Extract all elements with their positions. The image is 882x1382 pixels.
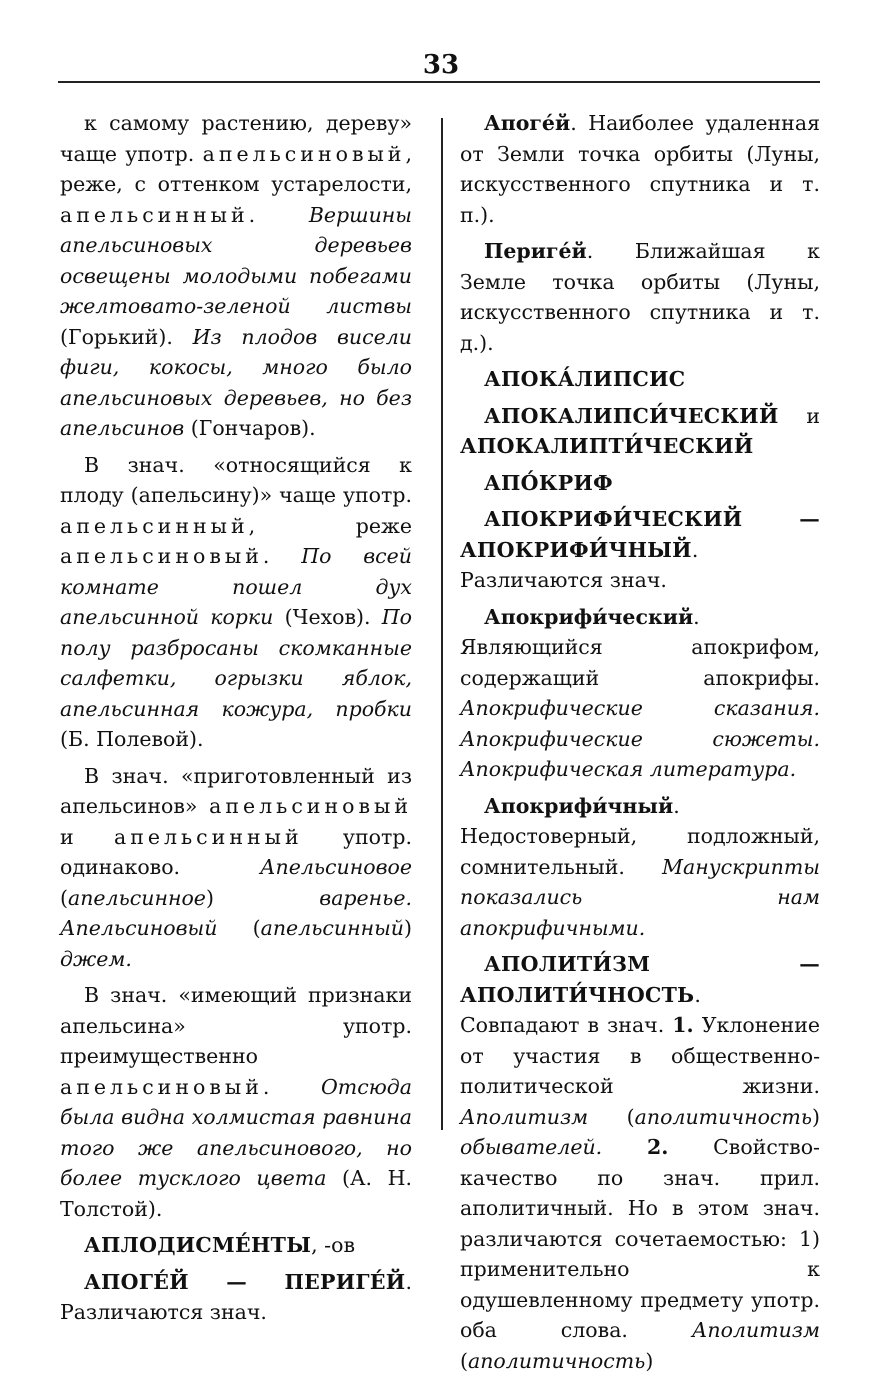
entry-heading bbox=[60, 1230, 412, 1261]
entry-paragraph bbox=[460, 108, 820, 230]
text-run: употр. одинаково. bbox=[60, 824, 412, 879]
entry-paragraph bbox=[460, 602, 820, 785]
text-run: и bbox=[60, 824, 114, 849]
example-quote: По всей комнате пошел дух апельсинной корки bbox=[60, 544, 412, 629]
subentry-word: Апокрифи́ческий bbox=[484, 604, 694, 629]
example-quote: обывателей. bbox=[460, 1135, 603, 1159]
example-quote: аполитичность bbox=[634, 1104, 812, 1129]
text-run: и bbox=[778, 403, 820, 428]
headword: АПО́КРИФ bbox=[484, 470, 613, 495]
left-column bbox=[60, 108, 412, 1334]
text-run: ) bbox=[205, 885, 320, 910]
column-divider bbox=[441, 118, 443, 1130]
entry-paragraph bbox=[60, 980, 412, 1224]
example-quote: Манускрипты показались нам апокрифичными. bbox=[460, 854, 820, 940]
entry-heading bbox=[460, 364, 820, 395]
text-run: , реже bbox=[248, 513, 412, 538]
text-run: . Совпадают в знач. bbox=[460, 982, 701, 1037]
example-quote: апельсинное bbox=[68, 885, 206, 910]
text-run: В знач. «относящийся к плоду (апельсину)» чаще употр. bbox=[60, 452, 412, 507]
sense-number: 1. bbox=[672, 1013, 694, 1037]
header-rule bbox=[58, 81, 820, 83]
text-run: Уклонение от участия в общественно-политической жизни. bbox=[460, 1013, 820, 1098]
right-column bbox=[460, 108, 820, 1382]
example-quote: Аполитизм bbox=[691, 1318, 820, 1342]
subentry-word: Апоге́й bbox=[484, 111, 571, 135]
example-quote: Аполитизм bbox=[460, 1104, 589, 1129]
text-run: В знач. «приготовленный из апельсинов» bbox=[60, 763, 412, 818]
text-run: . bbox=[262, 1074, 321, 1099]
text-run: , -ов bbox=[311, 1233, 355, 1257]
spaced-word: апельсиновый bbox=[60, 544, 263, 568]
headword: АПОГЕ́Й — ПЕРИГЕ́Й bbox=[84, 1269, 406, 1294]
example-quote: По полу разбросаны скомканные салфетки, огрызки яблок, апельсинная кожура, пробки bbox=[60, 605, 412, 721]
entry-paragraph bbox=[60, 450, 412, 755]
text-run: ) bbox=[812, 1104, 820, 1129]
text-run: . Являющийся апокрифом, содержащий апокрифы. bbox=[460, 604, 820, 690]
headword: АПОКАЛИПСИ́ЧЕСКИЙ bbox=[484, 403, 779, 428]
text-run: (Горький). bbox=[60, 324, 193, 349]
text-run: (Гончаров). bbox=[184, 416, 316, 440]
text-run: ) bbox=[645, 1348, 654, 1373]
entry-paragraph bbox=[60, 761, 412, 975]
text-run: Свойство-качество по знач. прил. аполитичный. Но в этом знач. различаются сочетаемостью: 1) применительно к одушевленному предмету употр. оба слова. bbox=[460, 1135, 820, 1342]
spaced-word: апельсиновый bbox=[60, 1074, 263, 1099]
text-run: . Недостоверный, подложный, сомнительный. bbox=[460, 793, 820, 879]
example-quote: Из плодов висели фиги, кокосы, много было апельсиновых деревьев, но без апельсинов bbox=[60, 324, 412, 440]
entry-paragraph bbox=[460, 791, 820, 944]
text-run: (Б. Полевой). bbox=[60, 727, 204, 751]
text-run bbox=[602, 1135, 647, 1159]
headword: АПОКРИФИ́ЧЕСКИЙ — АПОКРИФИ́ЧНЫЙ bbox=[460, 507, 820, 562]
entry-heading bbox=[60, 1267, 412, 1328]
subentry-word: Периге́й bbox=[484, 239, 587, 263]
spaced-word: апельсиновый bbox=[209, 794, 412, 818]
example-quote: джем. bbox=[60, 946, 132, 971]
example-quote: варенье. Апельсиновый bbox=[60, 885, 412, 940]
text-run: . Ближайшая к Земле точка орбиты (Луны, искусственного спутника и т. д.). bbox=[460, 239, 820, 355]
spaced-word: апельсиновый bbox=[202, 141, 406, 166]
example-quote: Вершины апельсиновых деревьев освещены молодыми побегами желтовато-зеленой листвы bbox=[60, 202, 412, 318]
entry-heading bbox=[460, 504, 820, 596]
text-run: к самому растению, дереву» чаще употр. bbox=[60, 111, 412, 166]
text-run: ( bbox=[60, 885, 68, 910]
entry-paragraph bbox=[460, 236, 820, 358]
text-run: . bbox=[248, 202, 309, 227]
page-number: 33 bbox=[422, 50, 460, 80]
spaced-word: апельсинный bbox=[60, 513, 249, 538]
headword: АПОКА́ЛИПСИС bbox=[484, 367, 686, 391]
spaced-word: апельсинный bbox=[60, 202, 249, 227]
text-run: . bbox=[262, 544, 302, 568]
example-quote: аполитичность bbox=[468, 1348, 646, 1373]
subentry-word: Апокрифи́чный bbox=[484, 793, 674, 818]
example-quote: Отсюда была видна холмистая равнина того же апельсинового, но более тусклого цвета bbox=[60, 1074, 412, 1190]
example-quote: Апокрифические сказания. Апокрифические сюжеты. Апокрифическая литература. bbox=[460, 696, 820, 781]
text-run: ) bbox=[404, 916, 412, 940]
spaced-word: апельсинный bbox=[113, 824, 303, 849]
headword: АПЛОДИСМЕ́НТЫ bbox=[84, 1233, 312, 1257]
text-run: . Различаются знач. bbox=[460, 537, 699, 592]
entry-heading bbox=[460, 468, 820, 499]
text-run: (А. Н. Толстой). bbox=[60, 1166, 412, 1221]
text-run: . Наиболее удаленная от Земли точка орбиты (Луны, искусственного спутника и т. п.). bbox=[460, 111, 820, 227]
text-run: ( bbox=[588, 1104, 635, 1129]
text-run: (Чехов). bbox=[273, 605, 382, 629]
sense-number: 2. bbox=[646, 1135, 669, 1159]
text-run: ( bbox=[460, 1348, 468, 1373]
example-quote: Апельсиновое bbox=[259, 855, 412, 879]
entry-paragraph bbox=[60, 108, 412, 444]
text-run: , реже, с оттенком устарелости, bbox=[60, 141, 412, 196]
headword: АПОКАЛИПТИ́ЧЕСКИЙ bbox=[460, 434, 754, 458]
headword: АПОЛИТИ́ЗМ — АПОЛИТИ́ЧНОСТЬ bbox=[460, 952, 820, 1007]
text-run: . Различаются знач. bbox=[60, 1269, 412, 1324]
text-run: В знач. «имеющий признаки апельсина» употр. преимущественно bbox=[60, 983, 412, 1068]
entry-heading bbox=[460, 401, 820, 462]
example-quote: апельсинный bbox=[260, 916, 404, 940]
text-run: ( bbox=[217, 916, 261, 940]
entry-heading bbox=[460, 949, 820, 1376]
